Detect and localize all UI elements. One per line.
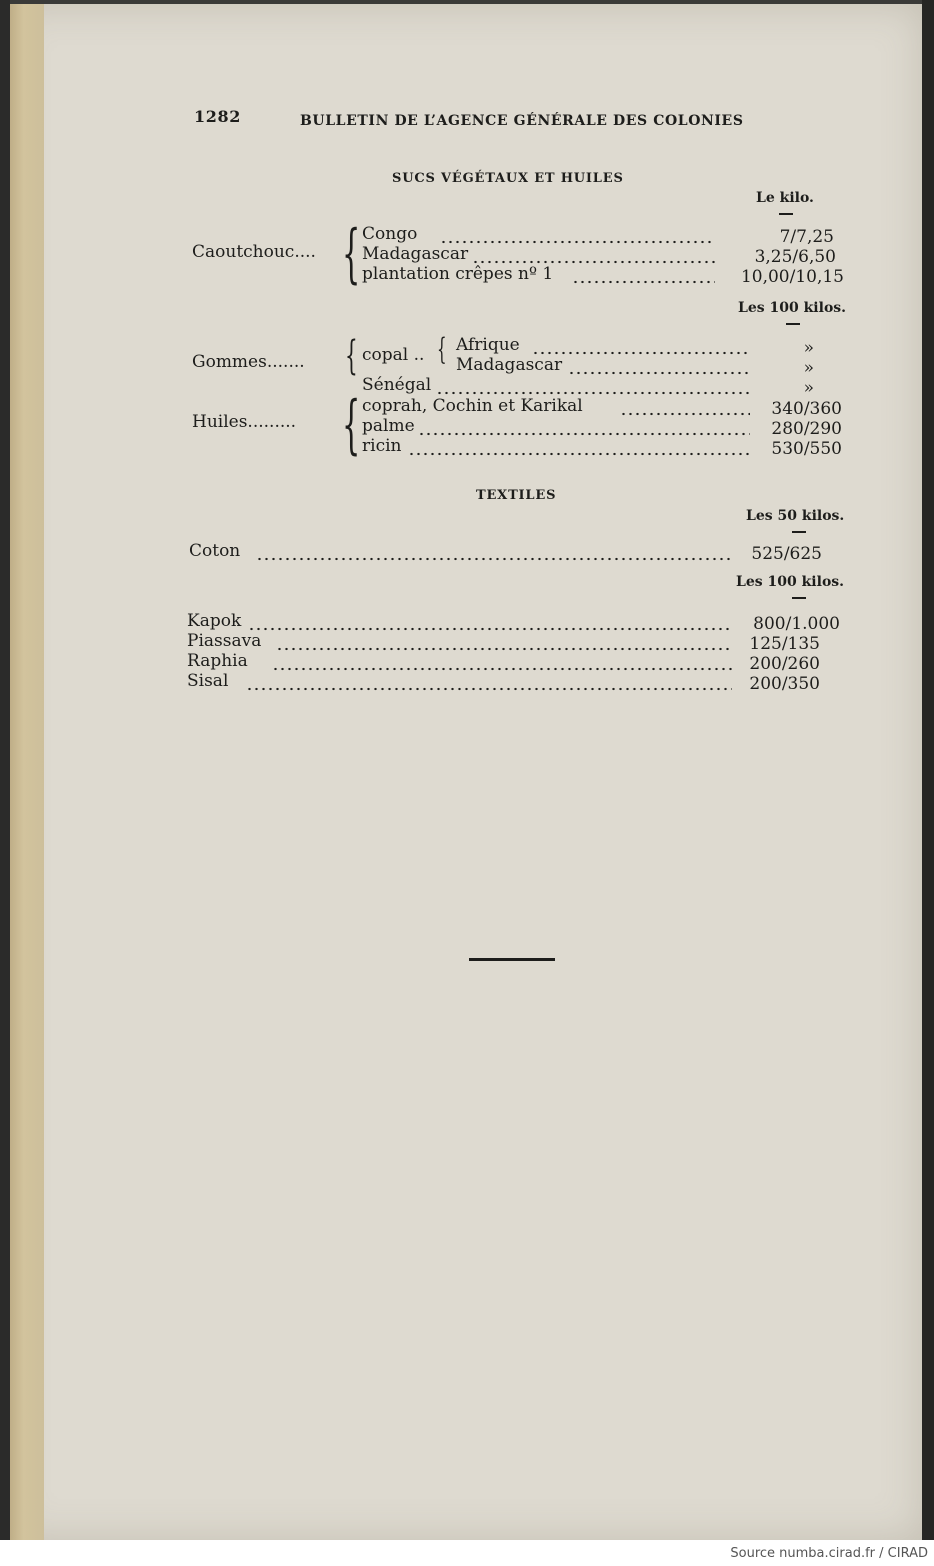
section-title-textiles: TEXTILES	[476, 488, 557, 503]
textile-item-value: 800/1.000	[753, 614, 840, 634]
coton-value: 525/625	[751, 544, 822, 564]
leader-dots	[568, 358, 750, 375]
textile-item-value: 125/135	[749, 634, 820, 654]
coton-name: Coton	[189, 541, 241, 561]
huiles-item-value: 530/550	[771, 439, 842, 459]
textile-item-name: Raphia	[187, 651, 248, 671]
caoutchouc-label: Caoutchouc....	[192, 242, 316, 262]
leader-dots	[408, 439, 750, 456]
leader-dots	[272, 654, 732, 671]
caoutchouc-item-value: 10,00/10,15	[740, 267, 844, 287]
caoutchouc-item-name: plantation crêpes nº 1	[362, 264, 554, 284]
section-title-sucs: SUCS VÉGÉTAUX ET HUILES	[392, 171, 624, 186]
leader-dots	[248, 614, 732, 631]
unit-dash	[779, 213, 793, 215]
caoutchouc-brace: {	[342, 217, 361, 291]
copal-item-name: Madagascar	[456, 355, 563, 375]
caoutchouc-item-name: Madagascar	[362, 244, 469, 264]
copal-item-value: »	[803, 338, 814, 358]
copal-brace: {	[437, 332, 447, 367]
page-edge	[10, 4, 44, 1540]
unit-dash	[792, 531, 806, 533]
huiles-item-value: 340/360	[771, 399, 842, 419]
copal-label: copal ..	[362, 345, 425, 365]
unit-les-100-kilos: Les 100 kilos.	[736, 574, 845, 590]
senegal-value: »	[803, 378, 814, 398]
unit-les-100-kilos: Les 100 kilos.	[738, 300, 847, 316]
unit-dash	[792, 597, 806, 599]
page-number: 1282	[194, 107, 241, 126]
huiles-item-name: palme	[362, 416, 415, 436]
leader-dots	[276, 634, 732, 651]
caoutchouc-item-value: 3,25/6,50	[754, 247, 836, 267]
leader-dots	[418, 419, 750, 436]
source-credit: Source numba.cirad.fr / CIRAD	[730, 1546, 928, 1561]
textile-item-name: Piassava	[187, 631, 262, 651]
copal-item-value: »	[803, 358, 814, 378]
leader-dots	[572, 267, 715, 284]
huiles-item-name: ricin	[362, 436, 402, 456]
unit-dash	[786, 323, 800, 325]
textile-item-name: Sisal	[187, 671, 229, 691]
gommes-label: Gommes.......	[192, 352, 305, 372]
leader-dots	[620, 399, 750, 416]
huiles-label: Huiles.........	[192, 412, 297, 432]
caoutchouc-item-value: 7/7,25	[779, 227, 834, 247]
copal-item-name: Afrique	[456, 335, 520, 355]
running-title: BULLETIN DE L’AGENCE GÉNÉRALE DES COLONIES	[300, 113, 744, 129]
leader-dots	[472, 247, 715, 264]
gommes-brace: {	[345, 333, 358, 379]
huiles-item-value: 280/290	[771, 419, 842, 439]
leader-dots	[436, 378, 750, 395]
textile-item-name: Kapok	[187, 611, 242, 631]
leader-dots	[256, 544, 734, 561]
leader-dots	[246, 674, 732, 691]
scan-border-right	[922, 0, 934, 1545]
textile-item-value: 200/350	[749, 674, 820, 694]
huiles-item-name: coprah, Cochin et Karikal	[362, 396, 583, 416]
senegal-name: Sénégal	[362, 375, 432, 395]
leader-dots	[440, 227, 715, 244]
textile-item-value: 200/260	[749, 654, 820, 674]
huiles-brace: {	[342, 388, 361, 462]
unit-le-kilo: Le kilo.	[756, 190, 814, 206]
end-rule	[469, 958, 555, 961]
leader-dots	[532, 338, 750, 355]
scan-border-left	[0, 0, 10, 1566]
unit-les-50-kilos: Les 50 kilos.	[746, 508, 845, 524]
caoutchouc-item-name: Congo	[362, 224, 418, 244]
